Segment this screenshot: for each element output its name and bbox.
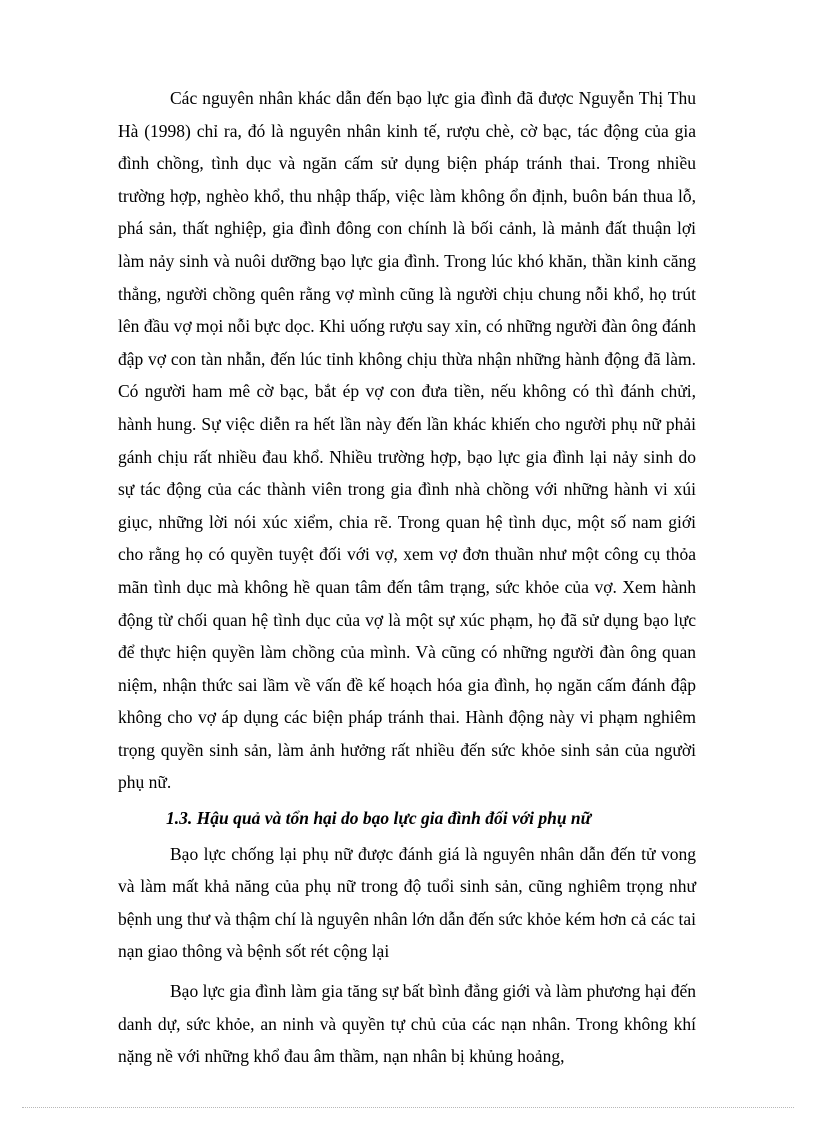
body-paragraph-consequences: Bạo lực chống lại phụ nữ được đánh giá là nguyên nhân dẫn đến tử vong và làm mất khả năng của phụ nữ trong độ tuổi sinh sản, cũng nghiêm trọng như bệnh ung thư và thậm chí là nguyên nhân lớn dẫn đến sức khỏe kém hơn cả các tai nạn giao thông và bệnh sốt rét cộng lại [118,843,696,962]
body-paragraph-inequality: Bạo lực gia đình làm gia tăng sự bất bình đẳng giới và làm phương hại đến danh dự, sức khỏe, an ninh và quyền tự chủ của các nạn nhân. Trong không khí nặng nề với những khổ đau âm thầm, nạn nhân bị khủng hoảng, [118,981,696,1067]
document-page [118,82,696,1073]
body-paragraph-causes: Các nguyên nhân khác dẫn đến bạo lực gia đình đã được Nguyễn Thị Thu Hà (1998) chỉ ra, đó là nguyên nhân kinh tế, rượu chè, cờ bạc, tác động của gia đình chồng, tình dục và ngăn cấm sử dụng biện pháp tránh thai. Trong nhiều trường hợp, nghèo khổ, thu nhập thấp, việc làm không ổn định, buôn bán thua lỗ, phá sản, thất nghiệp, gia đình đông con chính là bối cảnh, là mảnh đất thuận lợi làm nảy sinh và nuôi dưỡng bạo lực gia đình. Trong lúc khó khăn, thần kinh căng thẳng, người chồng quên rằng vợ mình cũng là người chịu chung nỗi khổ, họ trút lên đầu vợ mọi nỗi bực dọc. Khi uống rượu say xỉn, có những người đàn ông đánh đập vợ con tàn nhẫn, đến lúc tỉnh không chịu thừa nhận những hành động đã làm. Có người ham mê cờ bạc, bắt ép vợ con đưa tiền, nếu không có thì đánh chửi, hành hung. Sự việc diễn ra hết lần này đến lần khác khiến cho người phụ nữ phải gánh chịu rất nhiều đau khổ. Nhiều trường hợp, bạo lực gia đình lại nảy sinh do sự tác động của các thành viên trong gia đình nhà chồng với những hành vi xúi giục, những lời nói xúc xiểm, chia rẽ. Trong quan hệ tình dục, một số nam giới cho rằng họ có quyền tuyệt đối với vợ, xem vợ đơn thuần như một công cụ thỏa mãn tình dục mà không hề quan tâm đến tâm trạng, sức khỏe của vợ. Xem hành động từ chối quan hệ tình dục của vợ là một sự xúc phạm, họ đã sử dụng bạo lực để thực hiện quyền làm chồng của mình. Và cũng có những người đàn ông quan niệm, nhận thức sai lầm về vấn đề kế hoạch hóa gia đình, họ ngăn cấm đánh đập không cho vợ áp dụng các biện pháp tránh thai. Hành động này vi phạm nghiêm trọng quyền sinh sản, làm ảnh hưởng rất nhiều đến sức khỏe sinh sản của người phụ nữ. [118,88,696,793]
page-bottom-divider [22,1107,794,1108]
section-heading-1-3: 1.3. Hậu quả và tổn hại do bạo lực gia đình đối với phụ nữ [166,808,592,829]
